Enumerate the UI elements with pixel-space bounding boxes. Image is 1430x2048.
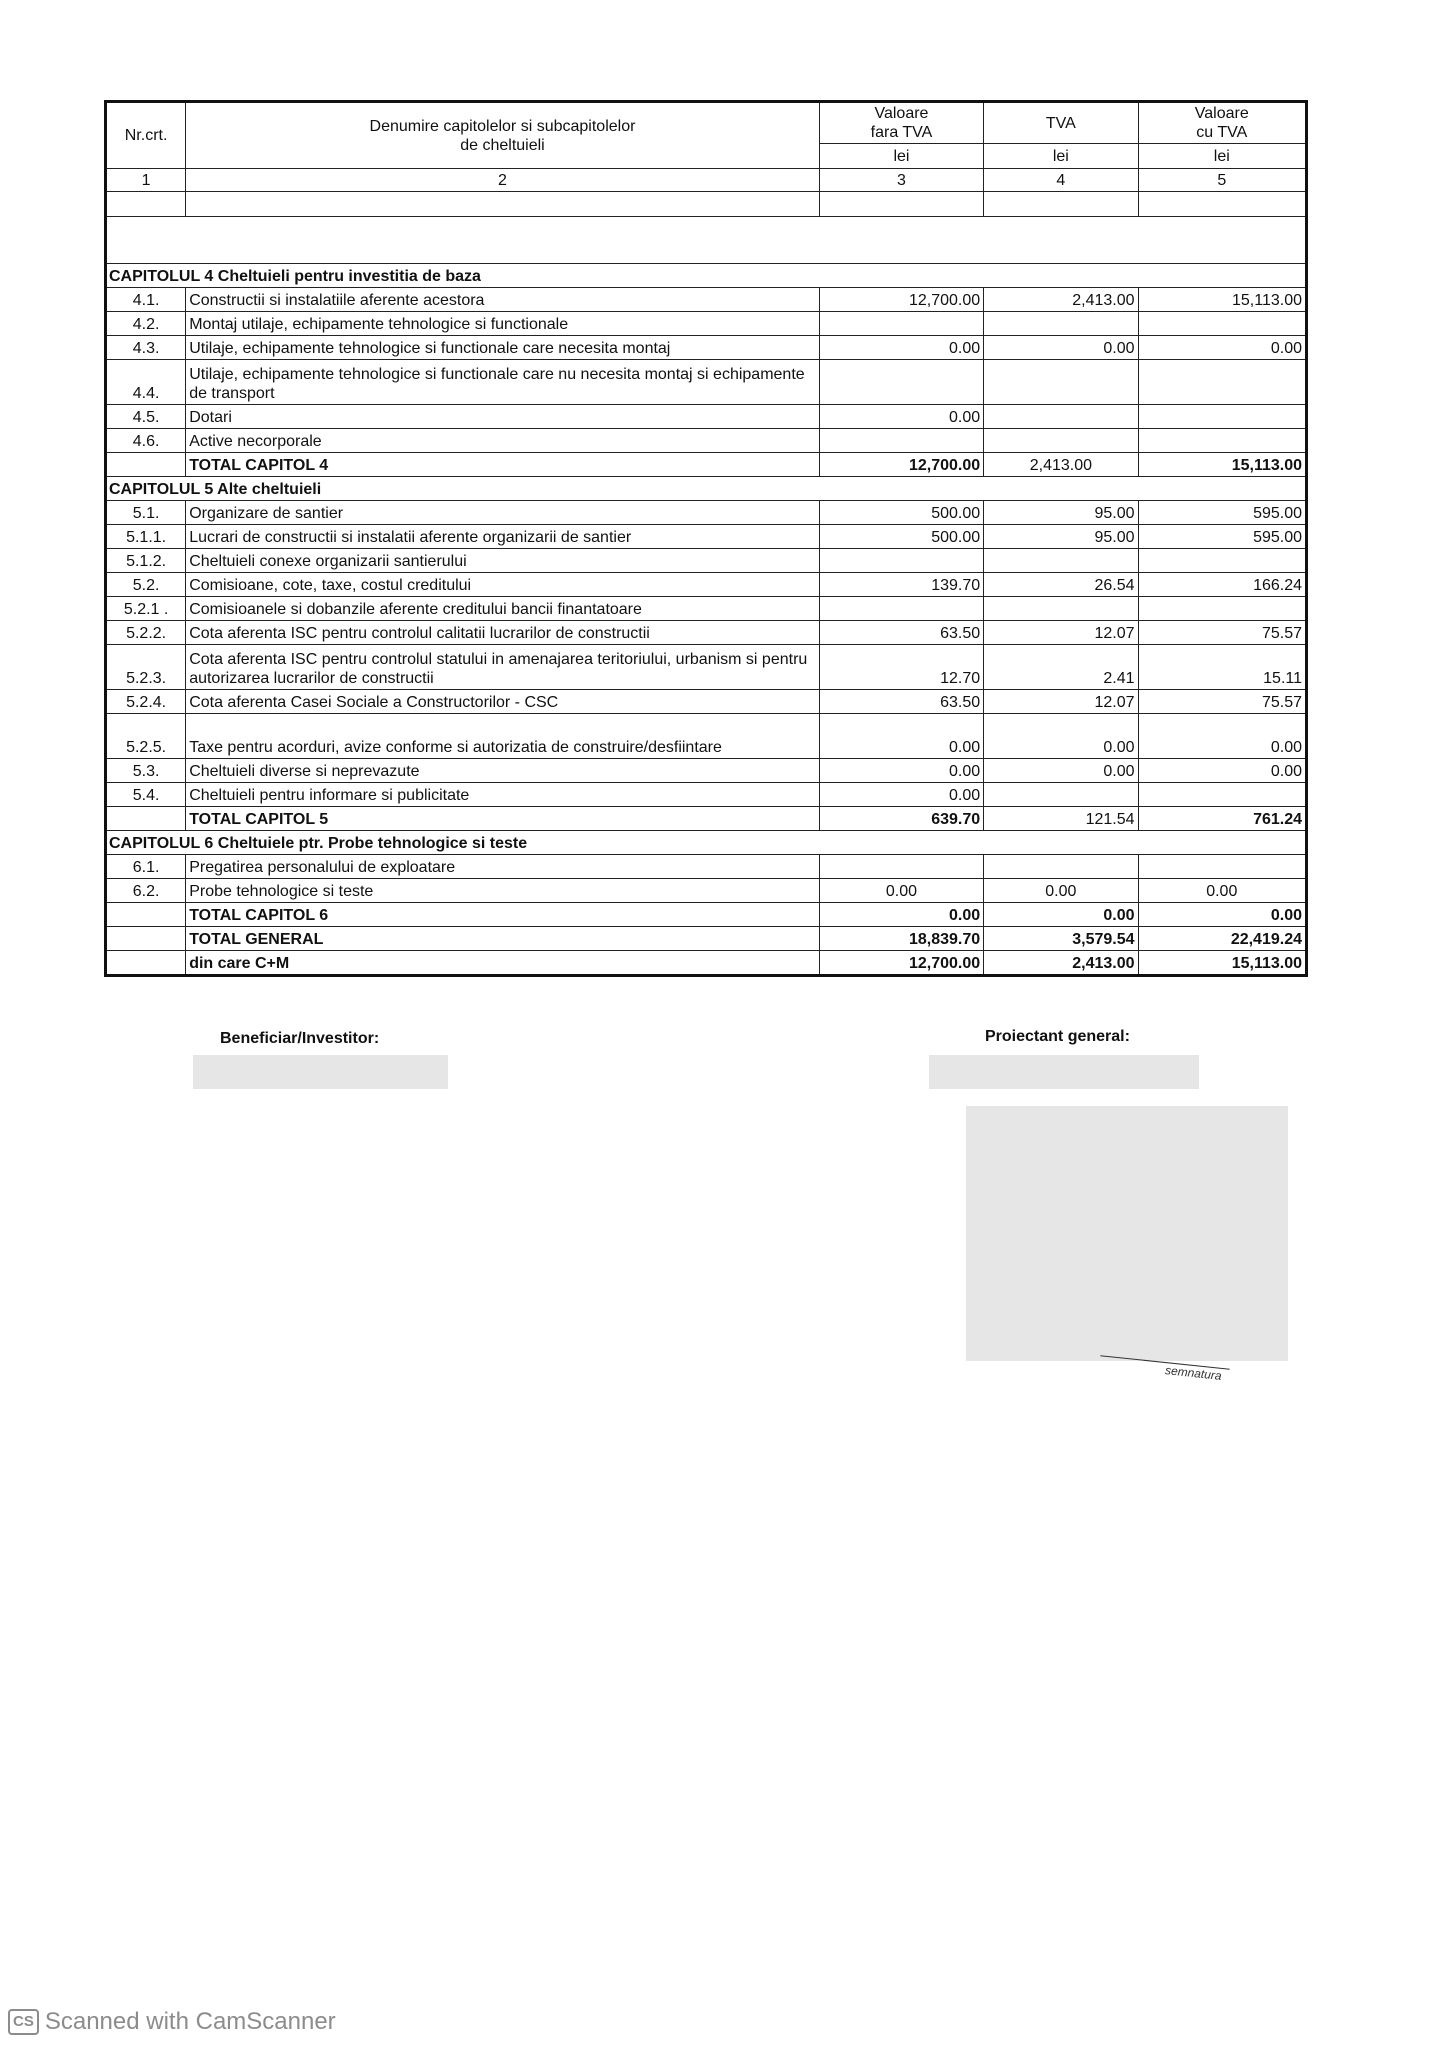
row-val: 0.00 xyxy=(819,759,983,783)
table-row xyxy=(106,336,1307,360)
table-row xyxy=(106,690,1307,714)
grand-total-val: 18,839.70 xyxy=(819,927,983,951)
table-row xyxy=(106,405,1307,429)
row-val xyxy=(819,360,983,405)
header-valtva-line2: cu TVA xyxy=(1196,124,1248,141)
designer-redacted-name xyxy=(929,1055,1199,1089)
row-val xyxy=(819,855,983,879)
chapter-5-title: CAPITOLUL 5 Alte cheltuieli xyxy=(106,477,1307,501)
row-nr: 5.2.4. xyxy=(106,690,186,714)
row-total xyxy=(1138,783,1306,807)
row-tva: 2.41 xyxy=(984,645,1138,690)
chapter-4-total-label: TOTAL CAPITOL 4 xyxy=(186,453,820,477)
row-total: 0.00 xyxy=(1138,879,1306,903)
grand-total-row xyxy=(106,927,1307,951)
row-nr: 6.1. xyxy=(106,855,186,879)
table-row xyxy=(106,573,1307,597)
camscanner-watermark xyxy=(8,2008,336,2036)
chapter-5-title-row xyxy=(106,477,1307,501)
table-row xyxy=(106,501,1307,525)
row-name: Cheltuieli diverse si neprevazute xyxy=(186,759,820,783)
row-tva xyxy=(984,597,1138,621)
row-val: 0.00 xyxy=(819,336,983,360)
empty-row xyxy=(106,192,1307,217)
row-total: 0.00 xyxy=(1138,759,1306,783)
camscanner-text: Scanned with CamScanner xyxy=(44,2008,336,2035)
row-name: Montaj utilaje, echipamente tehnologice si functionale xyxy=(186,312,820,336)
row-nr: 4.1. xyxy=(106,288,186,312)
row-name: Cota aferenta ISC pentru controlul calitatii lucrarilor de constructii xyxy=(186,621,820,645)
table-row xyxy=(106,759,1307,783)
row-val: 0.00 xyxy=(819,714,983,759)
row-total: 0.00 xyxy=(1138,714,1306,759)
header-name xyxy=(186,102,820,169)
table-row xyxy=(106,879,1307,903)
row-tva xyxy=(984,312,1138,336)
colnum-4: 4 xyxy=(984,169,1138,192)
chapter-6-total-tva: 0.00 xyxy=(984,903,1138,927)
table-row xyxy=(106,360,1307,405)
row-val: 63.50 xyxy=(819,690,983,714)
table-row xyxy=(106,312,1307,336)
row-val: 63.50 xyxy=(819,621,983,645)
chapter-6-total-total: 0.00 xyxy=(1138,903,1306,927)
chapter-6-total-row xyxy=(106,903,1307,927)
row-total xyxy=(1138,405,1306,429)
row-name: Cheltuieli pentru informare si publicitate xyxy=(186,783,820,807)
cm-total-label: din care C+M xyxy=(186,951,820,976)
colnum-3: 3 xyxy=(819,169,983,192)
redacted-stamp-area xyxy=(966,1106,1288,1361)
row-nr: 5.1.2. xyxy=(106,549,186,573)
cm-total-total: 15,113.00 xyxy=(1138,951,1306,976)
beneficiary-label: Beneficiar/Investitor: xyxy=(220,1030,380,1047)
unit-valtva: lei xyxy=(1138,144,1306,169)
row-val: 12,700.00 xyxy=(819,288,983,312)
row-nr: 5.2.3. xyxy=(106,645,186,690)
row-nr: 5.2.5. xyxy=(106,714,186,759)
row-nr: 4.4. xyxy=(106,360,186,405)
colnum-1: 1 xyxy=(106,169,186,192)
row-total xyxy=(1138,597,1306,621)
spacer-row xyxy=(106,217,1307,264)
row-val xyxy=(819,429,983,453)
column-number-row xyxy=(106,169,1307,192)
header-valtva-line1: Valoare xyxy=(1194,105,1249,122)
row-name: Dotari xyxy=(186,405,820,429)
colnum-5: 5 xyxy=(1138,169,1306,192)
row-total: 0.00 xyxy=(1138,336,1306,360)
row-nr: 4.5. xyxy=(106,405,186,429)
chapter-4-total-val: 12,700.00 xyxy=(819,453,983,477)
row-nr: 6.2. xyxy=(106,879,186,903)
row-total xyxy=(1138,360,1306,405)
row-tva xyxy=(984,360,1138,405)
designer-label: Proiectant general: xyxy=(985,1028,1130,1045)
row-tva: 0.00 xyxy=(984,714,1138,759)
row-nr: 5.2.2. xyxy=(106,621,186,645)
cm-total-val: 12,700.00 xyxy=(819,951,983,976)
row-name: Taxe pentru acorduri, avize conforme si autorizatia de construire/desfiintare xyxy=(186,714,820,759)
row-tva xyxy=(984,429,1138,453)
row-name: Probe tehnologice si teste xyxy=(186,879,820,903)
row-name: Constructii si instalatiile aferente acestora xyxy=(186,288,820,312)
table-row xyxy=(106,288,1307,312)
chapter-5-total-row xyxy=(106,807,1307,831)
row-name: Utilaje, echipamente tehnologice si functionale care necesita montaj xyxy=(186,336,820,360)
row-val: 0.00 xyxy=(819,783,983,807)
grand-total-total: 22,419.24 xyxy=(1138,927,1306,951)
signature-note: semnatura xyxy=(1164,1363,1223,1383)
row-total xyxy=(1138,312,1306,336)
row-nr: 5.2.1 . xyxy=(106,597,186,621)
row-name: Organizare de santier xyxy=(186,501,820,525)
row-tva: 2,413.00 xyxy=(984,288,1138,312)
row-val: 0.00 xyxy=(819,879,983,903)
chapter-5-total-label: TOTAL CAPITOL 5 xyxy=(186,807,820,831)
row-tva: 0.00 xyxy=(984,336,1138,360)
row-name: Active necorporale xyxy=(186,429,820,453)
table-row xyxy=(106,645,1307,690)
header-valtva xyxy=(1138,102,1306,144)
row-total xyxy=(1138,429,1306,453)
table-row xyxy=(106,429,1307,453)
row-tva: 12.07 xyxy=(984,621,1138,645)
row-name: Cheltuieli conexe organizarii santierului xyxy=(186,549,820,573)
header-val-line1: Valoare xyxy=(874,105,929,122)
header-nr: Nr.crt. xyxy=(106,102,186,169)
budget-table xyxy=(104,100,1308,977)
header-name-line1: Denumire capitolelor si subcapitolelor xyxy=(369,117,636,135)
row-total xyxy=(1138,549,1306,573)
camscanner-logo-icon: CS xyxy=(8,2009,39,2035)
chapter-5-total-tva: 121.54 xyxy=(984,807,1138,831)
chapter-5-total-total: 761.24 xyxy=(1138,807,1306,831)
row-nr: 5.2. xyxy=(106,573,186,597)
unit-tva: lei xyxy=(984,144,1138,169)
table-row xyxy=(106,621,1307,645)
row-tva xyxy=(984,549,1138,573)
cm-total-tva: 2,413.00 xyxy=(984,951,1138,976)
grand-total-tva: 3,579.54 xyxy=(984,927,1138,951)
row-tva xyxy=(984,405,1138,429)
row-val: 12.70 xyxy=(819,645,983,690)
chapter-4-total-tva: 2,413.00 xyxy=(984,453,1138,477)
colnum-2: 2 xyxy=(186,169,820,192)
row-tva xyxy=(984,855,1138,879)
header-tva: TVA xyxy=(984,102,1138,144)
chapter-4-total-total: 15,113.00 xyxy=(1138,453,1306,477)
row-nr: 4.3. xyxy=(106,336,186,360)
row-val: 500.00 xyxy=(819,501,983,525)
budget-document xyxy=(104,100,1308,977)
row-name: Pregatirea personalului de exploatare xyxy=(186,855,820,879)
row-val xyxy=(819,549,983,573)
row-total xyxy=(1138,855,1306,879)
row-name: Cota aferenta Casei Sociale a Constructorilor - CSC xyxy=(186,690,820,714)
row-tva: 26.54 xyxy=(984,573,1138,597)
row-nr: 5.4. xyxy=(106,783,186,807)
row-tva xyxy=(984,783,1138,807)
chapter-6-total-val: 0.00 xyxy=(819,903,983,927)
chapter-4-total-row xyxy=(106,453,1307,477)
chapter-4-title-row xyxy=(106,264,1307,288)
row-val: 0.00 xyxy=(819,405,983,429)
row-total: 15.11 xyxy=(1138,645,1306,690)
row-val xyxy=(819,312,983,336)
row-name: Utilaje, echipamente tehnologice si functionale care nu necesita montaj si echipamente de transport xyxy=(186,360,820,405)
beneficiary-redacted-name xyxy=(193,1055,448,1089)
row-val: 139.70 xyxy=(819,573,983,597)
table-row xyxy=(106,597,1307,621)
row-total: 166.24 xyxy=(1138,573,1306,597)
row-name: Cota aferenta ISC pentru controlul statului in amenajarea teritoriului, urbanism si pentru autorizarea lucrarilor de constructii xyxy=(186,645,820,690)
row-total: 595.00 xyxy=(1138,501,1306,525)
row-total: 595.00 xyxy=(1138,525,1306,549)
row-tva: 12.07 xyxy=(984,690,1138,714)
table-row xyxy=(106,714,1307,759)
row-total: 75.57 xyxy=(1138,621,1306,645)
row-tva: 95.00 xyxy=(984,501,1138,525)
grand-total-label: TOTAL GENERAL xyxy=(186,927,820,951)
row-nr: 4.2. xyxy=(106,312,186,336)
row-name: Comisioane, cote, taxe, costul creditului xyxy=(186,573,820,597)
chapter-6-title: CAPITOLUL 6 Cheltuiele ptr. Probe tehnologice si teste xyxy=(106,831,1307,855)
chapter-6-title-row xyxy=(106,831,1307,855)
table-row xyxy=(106,783,1307,807)
row-total: 15,113.00 xyxy=(1138,288,1306,312)
chapter-6-total-label: TOTAL CAPITOL 6 xyxy=(186,903,820,927)
row-name: Lucrari de constructii si instalatii aferente organizarii de santier xyxy=(186,525,820,549)
header-name-line2: de cheltuieli xyxy=(460,136,545,154)
row-val xyxy=(819,597,983,621)
row-nr: 5.1. xyxy=(106,501,186,525)
row-nr: 5.3. xyxy=(106,759,186,783)
table-row xyxy=(106,549,1307,573)
row-tva: 0.00 xyxy=(984,879,1138,903)
row-nr: 4.6. xyxy=(106,429,186,453)
header-val xyxy=(819,102,983,144)
row-tva: 95.00 xyxy=(984,525,1138,549)
row-total: 75.57 xyxy=(1138,690,1306,714)
table-row xyxy=(106,525,1307,549)
row-tva: 0.00 xyxy=(984,759,1138,783)
chapter-5-total-val: 639.70 xyxy=(819,807,983,831)
chapter-4-title: CAPITOLUL 4 Cheltuieli pentru investitia de baza xyxy=(106,264,1307,288)
header-val-line2: fara TVA xyxy=(870,124,933,141)
header-row xyxy=(106,102,1307,144)
table-row xyxy=(106,855,1307,879)
unit-val: lei xyxy=(819,144,983,169)
cm-total-row xyxy=(106,951,1307,976)
row-name: Comisioanele si dobanzile aferente creditului bancii finantatoare xyxy=(186,597,820,621)
row-val: 500.00 xyxy=(819,525,983,549)
row-nr: 5.1.1. xyxy=(106,525,186,549)
